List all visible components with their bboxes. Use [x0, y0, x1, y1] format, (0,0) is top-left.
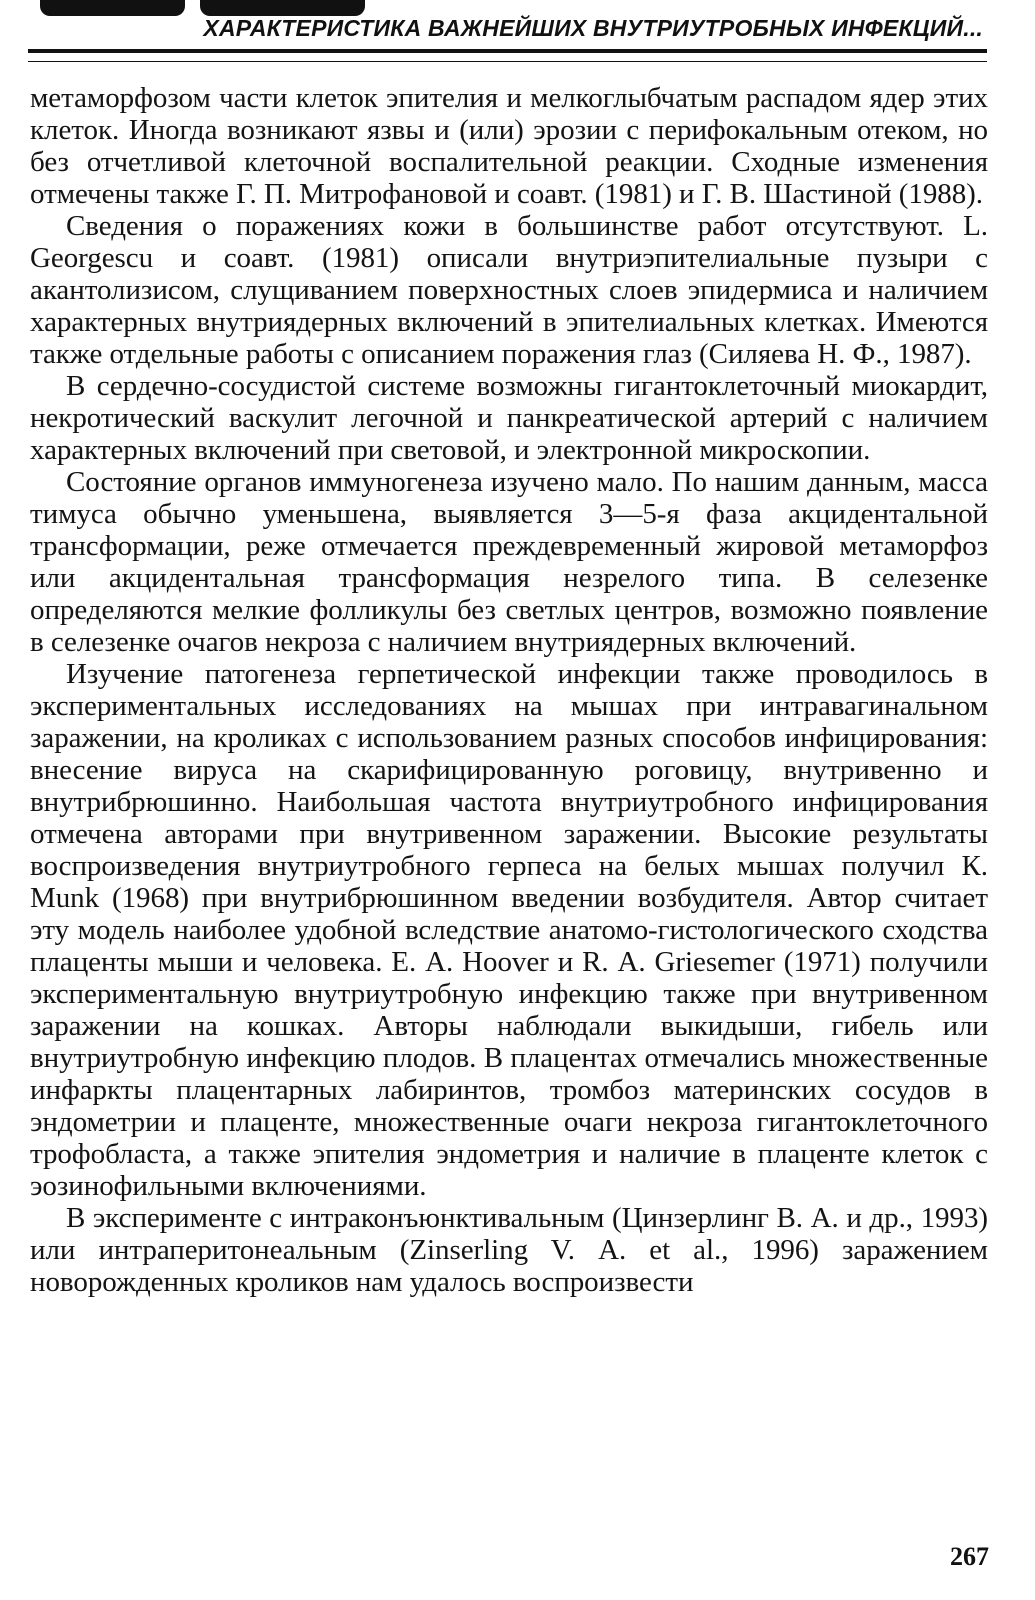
paragraph: В эксперименте с интраконъюнктивальным (Цинзерлинг В. А. и др., 1993) или интраперитонеальным (Zinserling V. А. et al., 1996) заражением новорожденных кроликов нам удалось воспроизвести: [30, 1202, 988, 1298]
paragraph: метаморфозом части клеток эпителия и мелкоглыбчатым распадом ядер этих клеток. Иногда возникают язвы и (или) эрозии с перифокальным отеком, но без отчетливой клеточной воспалительной реакции. Сходные изменения отмечены также Г. П. Митрофановой и соавт. (1981) и Г. В. Шастиной (1988).: [30, 82, 988, 210]
page-body: [30, 82, 988, 1298]
top-edge-marks: [40, 0, 380, 16]
paragraph: Состояние органов иммуногенеза изучено мало. По нашим данным, масса тимуса обычно уменьшена, выявляется 3—5-я фаза акцидентальной трансформации, реже отмечается преждевременный жировой метаморфоз или акцидентальная трансформация незрелого типа. В селезенке определяются мелкие фолликулы без светлых центров, возможно появление в селезенке очагов некроза с наличием внутриядерных включений.: [30, 466, 988, 658]
page-number: 267: [950, 1542, 989, 1571]
top-edge-mark: [40, 0, 185, 16]
header-rule: [28, 49, 987, 62]
paragraph: В сердечно-сосудистой системе возможны гигантоклеточный миокардит, некротический васкулит легочной и панкреатической артерий с наличием характерных включений при световой, и электронной микроскопии.: [30, 370, 988, 466]
top-edge-mark: [200, 0, 365, 16]
paragraph: Сведения о поражениях кожи в большинстве работ отсутствуют. L. Georgescu и соавт. (1981) описали внутриэпителиальные пузыри с акантолизисом, слущиванием поверхностных слоев эпидермиса и наличием характерных внутриядерных включений в эпителиальных клетках. Имеются также отдельные работы с описанием поражения глаз (Силяева Н. Ф., 1987).: [30, 210, 988, 370]
running-header-title: ХАРАКТЕРИСТИКА ВАЖНЕЙШИХ ВНУТРИУТРОБНЫХ ИНФЕКЦИЙ...: [203, 15, 983, 41]
paragraph: Изучение патогенеза герпетической инфекции также проводилось в экспериментальных исследованиях на мышах при интравагинальном заражении, на кроликах с использованием разных способов инфицирования: внесение вируса на скарифицированную роговицу, внутривенно и внутрибрюшинно. Наибольшая частота внутриутробного инфицирования отмечена авторами при внутривенном заражении. Высокие результаты воспроизведения внутриутробного герпеса на белых мышах получил К. Munk (1968) при внутрибрюшинном введении возбудителя. Автор считает эту модель наиболее удобной вследствие анатомо-гистологического сходства плаценты мыши и человека. Е. А. Hoover и R. А. Griesemer (1971) получили экспериментальную внутриутробную инфекцию также при внутривенном заражении на кошках. Авторы наблюдали выкидыши, гибель или внутриутробную инфекцию плодов. В плацентах отмечались множественные инфаркты плацентарных лабиринтов, тромбоз материнских сосудов в эндометрии и плаценте, множественные очаги некроза гигантоклеточного трофобласта, а также эпителия эндометрия и наличие в плаценте клеток с эозинофильными включениями.: [30, 658, 988, 1202]
